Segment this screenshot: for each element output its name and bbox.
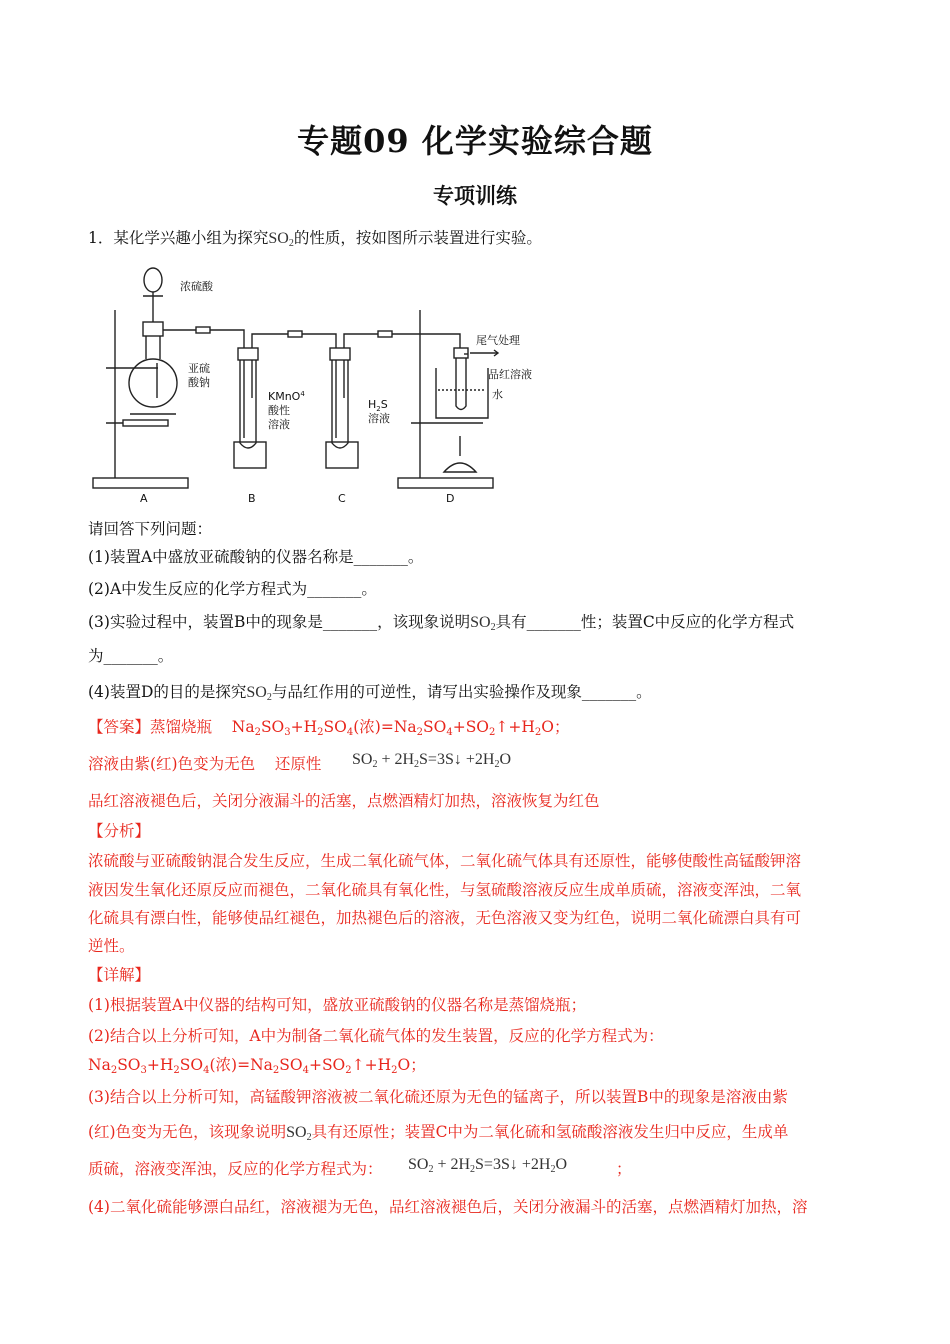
svg-text:尾气处理: 尾气处理 (476, 334, 520, 347)
svg-text:酸性: 酸性 (268, 404, 290, 417)
prompt: 请回答下列问题： (88, 520, 213, 538)
stand-b (234, 442, 266, 468)
question-3-cont: 为_______。 (88, 647, 174, 665)
detail-2: (2)结合以上分析可知，A中为制备二氧化硫气体的发生装置，反应的化学方程式为： (88, 1027, 664, 1045)
svg-text:溶液: 溶液 (268, 418, 290, 431)
equation-part: S=3S (419, 751, 454, 768)
equation-part: O (555, 1156, 567, 1173)
equation-part: Na (231, 718, 255, 736)
detail-3-end: 质硫，溶液变浑浊，反应的化学方程式为： (88, 1160, 383, 1178)
question-intro: 1．某化学兴趣小组为探究$SO_2$的性质，按如图所示装置进行实验。 (88, 229, 542, 249)
equation-part: 2 (470, 1164, 476, 1175)
separatory-funnel (144, 268, 162, 292)
equation-part: 2 (414, 759, 420, 770)
apparatus-figure (88, 258, 548, 502)
equation-part: 4 (346, 727, 354, 738)
equation-part: 2 (372, 759, 378, 770)
svg-text:KMnO4: KMnO$^4$ (268, 390, 305, 403)
equation-part: +SO (308, 1056, 346, 1074)
svg-text:A: A (140, 492, 148, 502)
equation-part: 2 (173, 1065, 180, 1076)
detail-formula (408, 1156, 567, 1175)
question-1: (1)装置A中盛放亚硫酸钠的仪器名称是_______。 (88, 548, 424, 566)
equation-part: 2 (317, 727, 324, 738)
svg-text:D: D (446, 492, 455, 502)
equation-part: 2 (489, 727, 496, 738)
equation-part: 3 (140, 1065, 147, 1076)
equation-part: 2 (254, 727, 261, 738)
answer-line-1: 【答案】蒸馏烧瓶 $Na_2SO_3+H_2SO_4$(浓)$=Na_2SO_4+SO_2↑+H_2O$； (88, 718, 570, 738)
equation-part: + 2H (433, 1156, 471, 1173)
svg-text:H2S: $H_2S$ (368, 398, 388, 413)
analysis-line-3: 化硫具有漂白性，能够使品红褪色，加热褪色后的溶液，无色溶液又变为红色，说明二氧化硫漂白具有可 (88, 909, 802, 927)
equation-part: 2 (416, 727, 423, 738)
analysis-line-2: 液因发生氧化还原反应而褪色，二氧化硫具有氧化性，与氢硫酸溶液反应生成单质硫，溶液变浑浊，二氧 (88, 881, 802, 899)
svg-text:浓硫酸: 浓硫酸 (180, 280, 213, 293)
equation-part: ↑+H (495, 718, 535, 736)
equation-part: O； (397, 1056, 426, 1074)
equation-part: Na (88, 1056, 111, 1074)
equation-part: +H (146, 1056, 174, 1074)
svg-text:酸钠: 酸钠 (188, 376, 210, 389)
detail-3: (3)结合以上分析可知，高锰酸钾溶液被二氧化硫还原为无色的锰离子，所以装置B中的现象是溶液由紫 (88, 1088, 788, 1106)
equation-part: (浓)=Na (209, 1056, 273, 1074)
equation-part: 2 (428, 1164, 434, 1175)
equation-part: 2 (494, 759, 500, 770)
equation-part: 4 (446, 727, 453, 738)
detail-4: (4)二氧化硫能够漂白品红，溶液褪为无色，品红溶液褪色后，关闭分液漏斗的活塞，点燃酒精灯加热，溶 (88, 1198, 808, 1216)
page-subtitle: 专项训练 (433, 183, 517, 208)
equation-part: O (499, 751, 511, 768)
stand-c (326, 442, 358, 468)
svg-text:B: B (248, 492, 256, 502)
equation-part: SO (323, 718, 347, 736)
beaker-d (436, 368, 488, 418)
equation-part: 4 (203, 1065, 210, 1076)
equation-part: 2 (534, 727, 542, 738)
equation-part: ↓ (453, 751, 462, 768)
equation-part: 3 (284, 727, 291, 738)
base-d (398, 478, 493, 488)
equation-part: SO (352, 751, 373, 768)
equation-part: SO (423, 718, 447, 736)
equation-part: ↑+H (351, 1056, 392, 1074)
so2-formula: $SO_2$ (268, 230, 294, 249)
svg-text:水: 水 (492, 388, 503, 401)
equation-part: 2 (391, 1065, 398, 1076)
alcohol-lamp (444, 463, 476, 472)
equation-part: +2H (461, 751, 495, 768)
detail-1: (1)根据装置A中仪器的结构可知，盛放亚硫酸钠的仪器名称是蒸馏烧瓶； (88, 996, 587, 1014)
svg-text:溶液: 溶液 (368, 412, 390, 425)
question-3: (3)实验过程中，装置B中的现象是_______，该现象说明$SO_2$具有_______性；装置C中反应的化学方程式 (88, 613, 795, 633)
equation-part: +2H (517, 1156, 551, 1173)
answer-line-2: 溶液由紫(红)色变为无色 还原性 (88, 755, 322, 773)
svg-text:亚硫: 亚硫 (188, 362, 210, 375)
equation-part: 2 (110, 1065, 118, 1076)
analysis-label: 【分析】 (88, 822, 151, 840)
detail-label: 【详解】 (88, 966, 151, 984)
detail-2-eq (88, 1054, 426, 1082)
equation-part: 2 (272, 1065, 280, 1076)
detail-3-cont: (红)色变为无色，该现象说明$SO_2$具有还原性；装置C中为二氧化硫和氢硫酸溶液发生归中反应，生成单 (88, 1123, 789, 1143)
svg-text:C: C (338, 492, 346, 502)
equation-part: SO (279, 1056, 303, 1074)
question-4: (4)装置D的目的是探究$SO_2$与品红作用的可逆性，请写出实验操作及现象_______。 (88, 683, 652, 703)
equation-part: SO (408, 1156, 429, 1173)
equation-part: SO (260, 718, 285, 736)
equation-part: SO (117, 1056, 141, 1074)
analysis-line-1: 浓硫酸与亚硫酸钠混合发生反应，生成二氧化硫气体，二氧化硫气体具有还原性，能够使酸性高锰酸钾溶 (88, 852, 802, 870)
equation-part: O； (541, 718, 570, 736)
answer-line-3: 品红溶液褪色后，关闭分液漏斗的活塞，点燃酒精灯加热，溶液恢复为红色 (88, 792, 600, 810)
equation-part: +H (290, 718, 318, 736)
answer-formula (352, 751, 511, 770)
equation-part: ↓ (509, 1156, 518, 1173)
equation-part: SO (179, 1056, 204, 1074)
equation-part: (浓)=Na (353, 718, 417, 736)
equation-part: S=3S (475, 1156, 510, 1173)
detail-3-semicolon: ； (616, 1160, 632, 1178)
equation-part: +SO (452, 718, 490, 736)
distillation-flask (129, 359, 177, 407)
equation-part: 2 (550, 1164, 556, 1175)
analysis-line-4: 逆性。 (88, 937, 135, 955)
equation-part: 4 (302, 1065, 309, 1076)
base-a (93, 478, 188, 488)
equation-part: + 2H (377, 751, 415, 768)
svg-text:品红溶液: 品红溶液 (488, 368, 532, 381)
question-2: (2)A中发生反应的化学方程式为_______。 (88, 580, 377, 598)
page-title: 专题09 化学实验综合题 (297, 122, 653, 160)
equation-part: 2 (345, 1065, 352, 1076)
